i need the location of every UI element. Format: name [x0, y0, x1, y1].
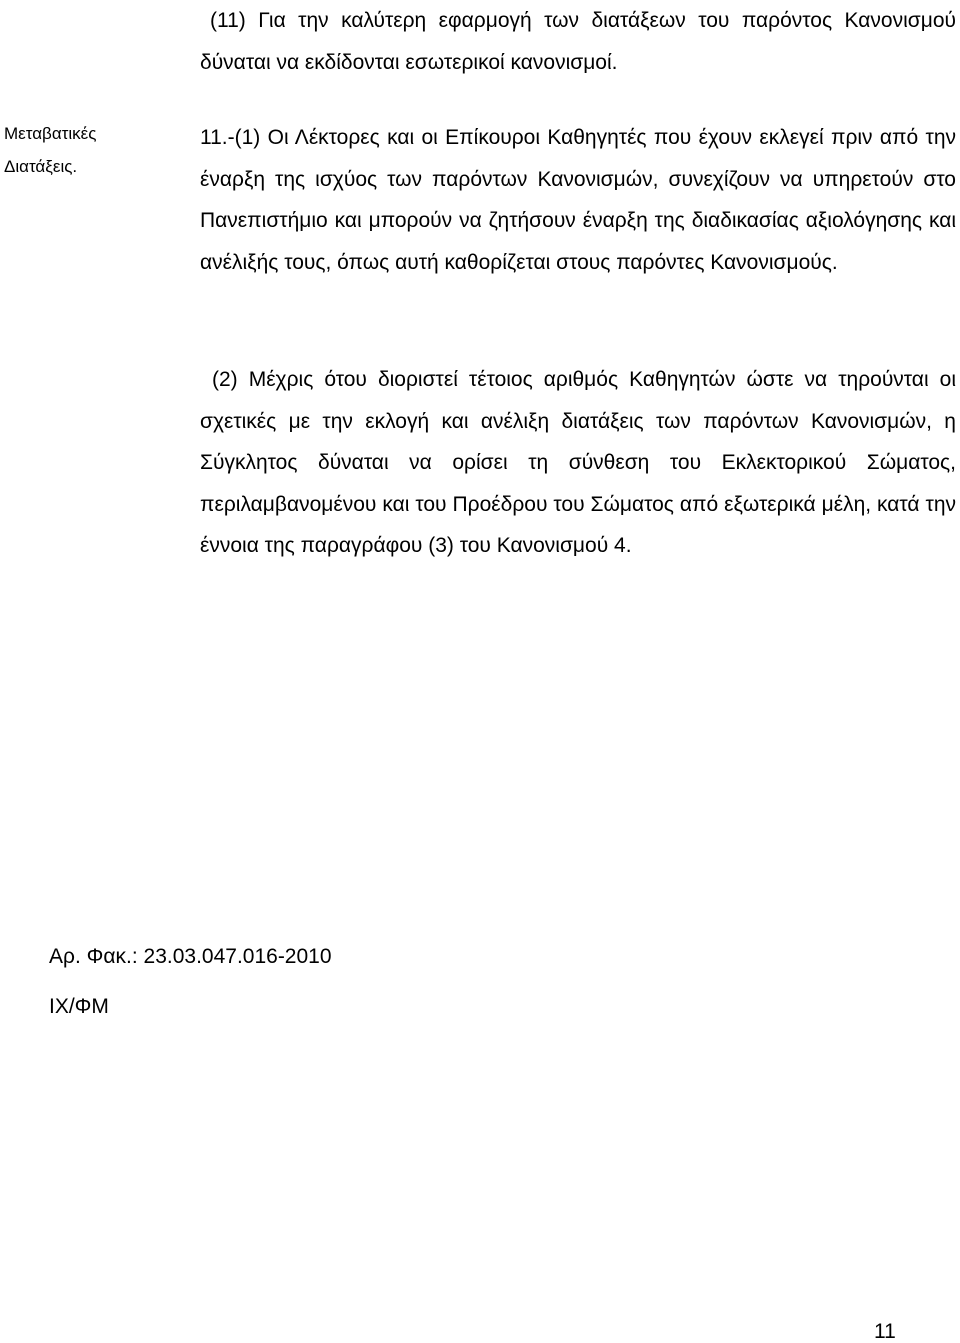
article-11-paragraph-2: (2) Μέχρις ότου διοριστεί τέτοιος αριθμός Καθηγητών ώστε να τηρούνται οι σχετικές με την εκλογή και ανέλιξη διατάξεις των παρόντων Κανονισμών, η Σύγκλητος δύναται να ορίσει τη σύνθεση του Εκλεκτορικού Σώματος, περιλαμβανομένου και του Προέδρου του Σώματος από εξωτερικά μέλη, κατά την έννοια της παραγράφου (3) του Κανονισμού 4.	[200, 368, 956, 558]
article-11-paragraph-1: 11.-(1) Οι Λέκτορες και οι Επίκουροι Καθηγητές που έχουν εκλεγεί πριν από την έναρξη της ισχύος των παρόντων Κανονισμών, συνεχίζουν να υπηρετούν στο Πανεπιστήμιο και μπορούν να ζητήσουν έναρξη της διαδικασίας αξιολόγησης και ανέλιξής τους, όπως αυτή καθορίζεται στους παρόντες Κανονισμούς.	[200, 126, 956, 274]
margin-note-transitional-provisions	[4, 117, 164, 183]
paragraph-11: (11) Για την καλύτερη εφαρμογή των διατάξεων του παρόντος Κανονισμού δύναται να εκδίδονται εσωτερικοί κανονισμοί.	[200, 9, 956, 74]
margin-note-line: Διατάξεις.	[4, 157, 78, 176]
file-reference-code: ΙΧ/ΦΜ	[49, 995, 109, 1018]
page-number: 11	[874, 1320, 896, 1343]
file-reference-number: Αρ. Φακ.: 23.03.047.016-2010	[49, 945, 332, 968]
margin-note-line: Μεταβατικές	[4, 124, 97, 143]
